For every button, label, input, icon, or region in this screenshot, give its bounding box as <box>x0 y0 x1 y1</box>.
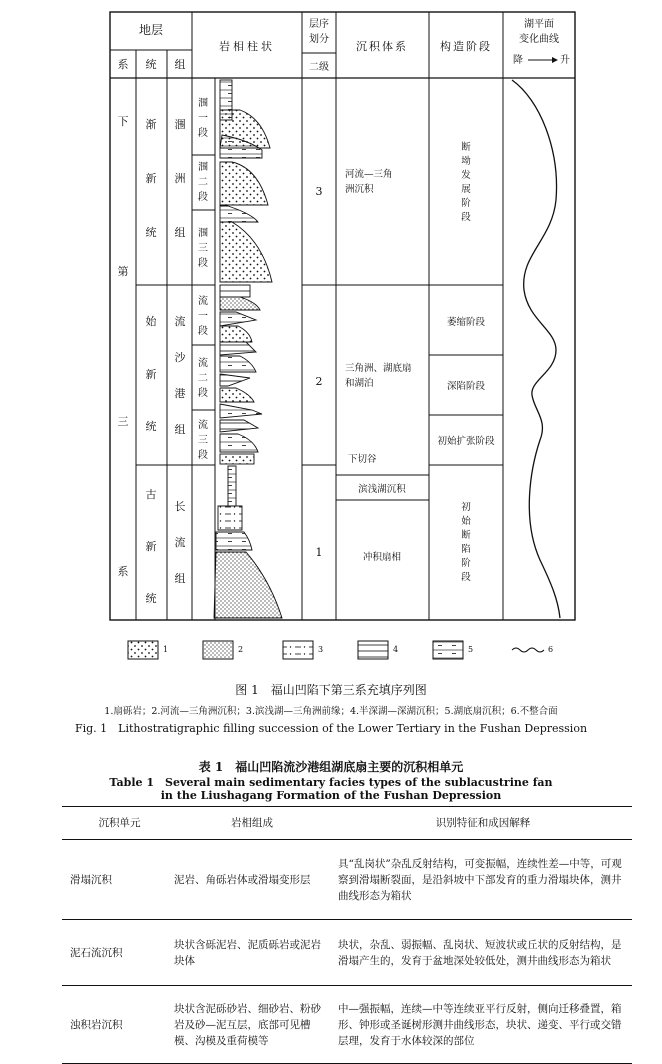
header-strata: 地层 <box>138 23 164 37</box>
formation-liushagang-4: 组 <box>174 423 186 436</box>
tect-2: 萎缩阶段 <box>446 317 486 328</box>
system-char-3: 三 <box>117 415 129 428</box>
dep-s3-l2: 洲沉积 <box>345 184 374 195</box>
sequence-2: 2 <box>315 375 323 388</box>
cell-lithology: 块状含泥砾砂岩、细砂岩、粉砂岩及砂—泥互层，底部可见槽模、沟模及重荷模等 <box>170 986 334 1064</box>
dep-s2-l1: 三角洲、湖底扇 <box>345 363 412 374</box>
member-l1-3: 段 <box>198 326 208 337</box>
cell-unit: 泥石流沉积 <box>62 920 170 986</box>
dep-s2-l2: 和湖泊 <box>345 378 374 389</box>
table-row <box>62 920 632 986</box>
header-series: 统 <box>145 58 157 71</box>
formation-weizhou-2: 洲 <box>174 172 186 185</box>
tect-5-c5: 阶 <box>461 558 471 569</box>
dep-incised: 下切谷 <box>348 454 377 465</box>
member-w2-3: 段 <box>198 192 208 203</box>
tect-1-c2: 坳 <box>461 156 471 167</box>
tect-5-c4: 陷 <box>461 544 471 555</box>
member-w1-3: 段 <box>198 128 208 139</box>
formation-liushagang-3: 港 <box>174 387 186 400</box>
header-formation: 组 <box>174 58 186 71</box>
header-lake-fall: 降 <box>513 55 523 66</box>
formation-weizhou-1: 涠 <box>174 118 186 131</box>
legend-num-1: 1 <box>163 645 169 654</box>
col-features: 识别特征和成因解释 <box>334 807 632 840</box>
header-lake-rise: 升 <box>560 55 570 66</box>
cell-features: 块状，杂乱、弱振幅、乱岗状、短波状或丘状的反射结构，是滑塌产生的，发育于盆地深处较低处，测井曲线形态为箱状 <box>334 920 632 986</box>
dep-s3-l1: 河流—三角 <box>345 169 393 180</box>
series-eocene-3: 统 <box>145 420 157 433</box>
col-unit: 沉积单元 <box>62 807 170 840</box>
system-char-2: 第 <box>117 265 129 278</box>
member-l1-1: 流 <box>198 296 208 307</box>
series-eocene-1: 始 <box>145 315 157 328</box>
tect-1-c1: 断 <box>461 142 471 153</box>
formation-changliu-1: 长 <box>174 500 186 513</box>
cell-unit: 浊积岩沉积 <box>62 986 170 1064</box>
member-w1-2: 一 <box>198 113 208 124</box>
formation-liushagang-1: 流 <box>174 315 186 328</box>
header-lake-l2: 变化曲线 <box>519 34 559 45</box>
tect-3: 深陷阶段 <box>446 381 486 392</box>
figure-caption-legend: 1.扇砾岩；2.河流—三角洲沉积；3.滨浅湖—三角洲前缘；4.半深湖—深湖沉积；5.湖底扇沉积；6.不整合面 <box>104 706 558 717</box>
formation-changliu-3: 组 <box>174 572 186 585</box>
tect-1-c6: 段 <box>461 212 471 223</box>
tect-5-c2: 始 <box>461 516 471 527</box>
col-lithology: 岩相组成 <box>170 807 334 840</box>
header-lithology: 岩相柱状 <box>219 40 275 53</box>
legend-num-6: 6 <box>548 645 554 654</box>
header-deposition: 沉积体系 <box>356 40 408 53</box>
header-system: 系 <box>117 58 129 71</box>
member-l2-3: 段 <box>198 388 208 399</box>
tect-5-c3: 断 <box>461 530 471 541</box>
table-title-cn: 表 1 福山凹陷流沙港组湖底扇主要的沉积相单元 <box>198 760 464 774</box>
header-sequence-level: 二级 <box>309 62 329 73</box>
formation-liushagang-2: 沙 <box>174 351 186 364</box>
series-paleocene-3: 统 <box>145 592 157 605</box>
cell-unit: 滑塌沉积 <box>62 840 170 920</box>
dep-shore: 滨浅湖沉积 <box>358 484 406 495</box>
table-header-row <box>62 807 632 840</box>
tect-5-c1: 初 <box>461 502 471 513</box>
header-tectonic: 构造阶段 <box>440 40 492 53</box>
table-row <box>62 840 632 920</box>
member-w3-1: 涠 <box>198 228 208 239</box>
cell-lithology: 块状含砾泥岩、泥质砾岩或泥岩块体 <box>170 920 334 986</box>
series-oligocene-1: 渐 <box>145 118 157 131</box>
table-title-en-2: in the Liushagang Formation of the Fushan Depression <box>160 789 502 802</box>
series-paleocene-1: 古 <box>145 488 157 501</box>
member-w3-2: 三 <box>198 243 208 254</box>
lithology-column <box>214 80 282 618</box>
dep-fan: 冲积扇相 <box>362 552 402 563</box>
member-w3-3: 段 <box>198 258 208 269</box>
series-paleocene-2: 新 <box>145 540 157 553</box>
cell-features: 中—强振幅，连续—中等连续亚平行反射，侧向迁移叠置，箱形、钟形或圣诞树形测井曲线形态，块状、递变、平行或交错层理，发育于水体较深的部位 <box>334 986 632 1064</box>
member-l3-1: 流 <box>198 420 208 431</box>
tect-4: 初始扩张阶段 <box>437 436 495 447</box>
lake-level-curve <box>512 80 560 618</box>
legend <box>128 641 544 659</box>
legend-num-5: 5 <box>468 645 474 654</box>
table-title-en-1: Table 1 Several main sedimentary facies types of the sublacustrine fan <box>109 776 553 789</box>
figure-caption-en: Fig. 1 Lithostratigraphic filling succession of the Lower Tertiary in the Fushan Depression <box>74 722 588 735</box>
legend-num-2: 2 <box>238 645 244 654</box>
member-l3-2: 三 <box>198 435 208 446</box>
cell-lithology: 泥岩、角砾岩体或滑塌变形层 <box>170 840 334 920</box>
member-w2-2: 二 <box>198 177 208 188</box>
sequence-3: 3 <box>315 185 323 198</box>
cell-features: 具“乱岗状”杂乱反射结构，可变振幅，连续性差—中等，可观察到滑塌断裂面，是沿斜坡中下部发育的重力滑塌块体，测井曲线形态为箱状 <box>334 840 632 920</box>
series-eocene-2: 新 <box>145 368 157 381</box>
series-oligocene-2: 新 <box>145 172 157 185</box>
member-l2-1: 流 <box>198 358 208 369</box>
legend-num-3: 3 <box>318 645 324 654</box>
table-row <box>62 986 632 1064</box>
header-lake-l1: 湖平面 <box>524 19 554 30</box>
tect-1-c4: 展 <box>461 184 471 195</box>
sequence-1: 1 <box>315 546 323 559</box>
member-w2-1: 涠 <box>198 162 208 173</box>
tect-1-c3: 发 <box>461 170 471 181</box>
formation-weizhou-3: 组 <box>174 226 186 239</box>
member-l3-3: 段 <box>198 450 208 461</box>
system-char-1: 下 <box>117 115 129 128</box>
member-l1-2: 一 <box>198 311 208 322</box>
legend-num-4: 4 <box>393 645 399 654</box>
member-l2-2: 二 <box>198 373 208 384</box>
figure-caption-title: 图 1 福山凹陷下第三系充填序列图 <box>235 683 427 697</box>
formation-changliu-2: 流 <box>174 536 186 549</box>
header-sequence-l1: 层序 <box>309 19 329 30</box>
tect-1-c5: 阶 <box>461 198 471 209</box>
facies-table <box>62 806 632 1064</box>
system-char-4: 系 <box>117 565 129 578</box>
series-oligocene-3: 统 <box>145 226 157 239</box>
member-w1-1: 涠 <box>198 98 208 109</box>
header-sequence-l2: 划分 <box>309 34 329 45</box>
tect-5-c6: 段 <box>461 572 471 583</box>
